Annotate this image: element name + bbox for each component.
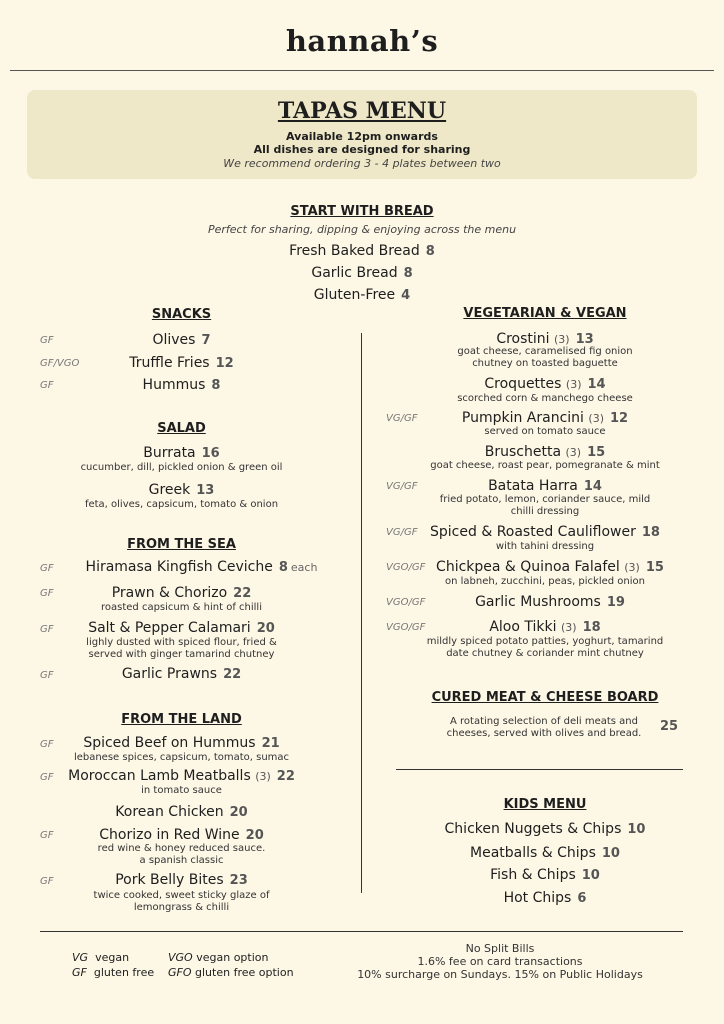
dietary-tag: GF — [40, 772, 54, 783]
item-description: in tomato sauce — [141, 785, 222, 796]
menu-title: TAPAS MENU — [277, 98, 447, 124]
item-price: 23 — [229, 873, 248, 888]
item-description: lebanese spices, capsicum, tomato, sumac — [73, 752, 290, 763]
item-description: twice cooked, sweet sticky glaze of — [93, 890, 270, 901]
item-name: Pumpkin Arancini — [461, 410, 584, 426]
legend-key: GF — [72, 966, 87, 979]
bread-note: Perfect for sharing, dipping & enjoying across the menu — [207, 223, 517, 236]
menu-item — [405, 331, 685, 347]
item-name: Chickpea & Quinoa Falafel — [436, 559, 620, 575]
footer-note: No Split Bills — [465, 942, 535, 955]
item-description: feta, olives, capsicum, tomato & onion — [84, 499, 279, 510]
item-name: Hot Chips — [503, 890, 572, 906]
menu-item — [40, 585, 323, 601]
item-name: Pork Belly Bites — [115, 872, 224, 888]
item-price: 10 — [581, 868, 600, 883]
item-name: Fresh Baked Bread — [289, 243, 420, 259]
item-name: Burrata — [143, 445, 196, 461]
menu-item — [40, 332, 323, 348]
item-name: Gluten-Free — [313, 287, 396, 303]
item-description: red wine & honey reduced sauce. — [97, 843, 266, 854]
item-name: Chorizo in Red Wine — [99, 827, 240, 843]
item-description: chutney on toasted baguette — [472, 358, 618, 369]
dietary-tag: VG/GF — [386, 481, 418, 492]
menu-item — [405, 821, 685, 837]
item-price: 20 — [245, 828, 264, 843]
menu-item — [405, 524, 685, 540]
item-price: 13 — [196, 483, 215, 498]
item-name: Crostini — [496, 331, 550, 347]
item-name: Hiramasa Kingfish Ceviche — [85, 559, 273, 575]
board-description: A rotating selection of deli meats and — [450, 716, 638, 727]
menu-item — [405, 619, 685, 635]
item-price: 19 — [606, 595, 625, 610]
item-name: Salt & Pepper Calamari — [88, 620, 251, 636]
item-price: 12 — [610, 411, 629, 426]
section-title-vegetarian: VEGETARIAN & VEGAN — [463, 306, 627, 321]
item-price: 20 — [256, 621, 275, 636]
item-description: lemongrass & chilli — [133, 902, 230, 913]
item-unit: each — [290, 561, 318, 574]
column-divider — [361, 333, 362, 893]
item-price: 15 — [645, 560, 664, 575]
menu-item — [40, 768, 323, 784]
legend-key: VGO — [168, 951, 193, 964]
menu-item — [40, 804, 323, 820]
item-description: roasted capsicum & hint of chilli — [101, 602, 262, 613]
item-description: fried potato, lemon, coriander sauce, mild — [439, 494, 651, 505]
menu-item — [405, 478, 685, 494]
dietary-tag: GF — [40, 588, 54, 599]
item-price: 8 — [211, 378, 221, 393]
item-description: served with ginger tamarind chutney — [88, 649, 275, 660]
item-name: Olives — [152, 332, 196, 348]
item-name: Moroccan Lamb Meatballs — [68, 768, 251, 784]
menu-item — [40, 377, 323, 393]
item-price: 22 — [233, 586, 252, 601]
item-quantity: (3) — [624, 561, 640, 574]
item-description: with tahini dressing — [495, 541, 595, 552]
legend-key: GFO — [168, 966, 192, 979]
section-title-board: CURED MEAT & CHEESE BOARD — [431, 690, 659, 705]
dietary-tag: GF — [40, 563, 54, 574]
section-title-salad: SALAD — [157, 421, 206, 436]
banner-sharing: All dishes are designed for sharing — [253, 143, 471, 156]
menu-item — [212, 243, 512, 259]
item-price: 22 — [276, 769, 295, 784]
menu-item — [212, 287, 512, 303]
menu-item — [405, 594, 695, 610]
menu-item — [212, 265, 512, 281]
section-title-snacks: SNACKS — [151, 307, 212, 322]
item-description: mildly spiced potato patties, yoghurt, tamarind — [426, 636, 664, 647]
item-name: Truffle Fries — [129, 355, 210, 371]
legend-key: VG — [72, 951, 89, 964]
item-description: goat cheese, roast pear, pomegranate & mint — [430, 460, 660, 471]
section-title-kids: KIDS MENU — [503, 797, 587, 812]
dietary-tag: VGO/GF — [386, 597, 426, 608]
menu-item — [60, 559, 343, 575]
item-description: cucumber, dill, pickled onion & green oil — [80, 462, 283, 473]
menu-item — [40, 666, 323, 682]
menu-item — [405, 890, 685, 906]
section-title-land: FROM THE LAND — [121, 712, 242, 727]
menu-item — [40, 445, 323, 461]
dietary-tag: GF — [40, 739, 54, 750]
menu-item — [405, 376, 685, 392]
item-name: Hummus — [142, 377, 206, 393]
dietary-tag: GF — [40, 624, 54, 635]
menu-item — [405, 559, 695, 575]
item-name: Garlic Prawns — [121, 666, 218, 682]
legend-text: gluten free — [93, 966, 155, 979]
item-quantity: (3) — [565, 378, 582, 391]
item-price: 18 — [641, 525, 660, 540]
item-price: 21 — [261, 736, 280, 751]
menu-item — [40, 620, 323, 636]
item-name: Batata Harra — [488, 478, 578, 494]
item-name: Greek — [148, 482, 191, 498]
menu-item — [405, 845, 685, 861]
dietary-tag: GF — [40, 830, 54, 841]
item-price: 18 — [582, 620, 601, 635]
item-price: 22 — [223, 667, 242, 682]
legend-text: vegan — [95, 951, 130, 964]
item-price: 15 — [587, 445, 606, 460]
restaurant-logo: hannah’s — [285, 24, 439, 58]
legend-text: vegan option — [196, 951, 269, 964]
legend-text: gluten free option — [195, 966, 294, 979]
menu-item — [405, 867, 685, 883]
kids-divider — [396, 769, 683, 770]
section-title-bread: START WITH BREAD — [290, 204, 434, 219]
item-quantity: (3) — [560, 621, 577, 634]
menu-item — [40, 735, 323, 751]
item-description: chilli dressing — [510, 506, 580, 517]
item-price: 16 — [201, 446, 220, 461]
item-description: served on tomato sauce — [484, 426, 606, 437]
item-name: Prawn & Chorizo — [111, 585, 228, 601]
menu-item — [40, 827, 323, 843]
menu-item — [40, 872, 323, 888]
item-price: 20 — [229, 805, 248, 820]
item-quantity: (3) — [554, 333, 570, 346]
dietary-tag: VGO/GF — [386, 562, 426, 573]
item-description: date chutney & coriander mint chutney — [446, 648, 644, 659]
dietary-tag: GF/VGO — [40, 358, 80, 369]
item-quantity: (3) — [588, 412, 604, 425]
footer-note: 10% surcharge on Sundays. 15% on Public Holidays — [357, 968, 643, 981]
item-description: goat cheese, caramelised fig onion — [457, 346, 633, 357]
item-quantity: (3) — [565, 446, 582, 459]
item-price: 14 — [587, 377, 606, 392]
item-name: Garlic Bread — [311, 265, 398, 281]
item-name: Spiced Beef on Hummus — [83, 735, 256, 751]
item-price: 10 — [627, 822, 646, 837]
item-price: 8 — [278, 560, 288, 575]
item-description: on labneh, zucchini, peas, pickled onion — [444, 576, 645, 587]
item-description: scorched corn & manchego cheese — [457, 393, 633, 404]
dietary-tag: VG/GF — [386, 413, 418, 424]
dietary-tag: VG/GF — [386, 527, 418, 538]
banner-availability: Available 12pm onwards — [286, 130, 438, 143]
item-name: Meatballs & Chips — [470, 845, 596, 861]
item-description: lighly dusted with spiced flour, fried & — [86, 637, 277, 648]
legend-vgo — [168, 951, 268, 964]
menu-item — [405, 410, 685, 426]
legend-gf — [72, 966, 154, 979]
item-price: 6 — [577, 891, 587, 906]
item-name: Korean Chicken — [115, 804, 224, 820]
item-price: 10 — [601, 846, 620, 861]
item-price: 7 — [201, 333, 211, 348]
board-price: 25 — [660, 719, 679, 734]
item-name: Aloo Tikki — [489, 619, 557, 635]
item-name: Croquettes — [484, 376, 562, 392]
board-description: cheeses, served with olives and bread. — [446, 728, 642, 739]
item-price: 13 — [575, 332, 594, 347]
footer-divider — [40, 931, 683, 932]
item-price: 14 — [583, 479, 602, 494]
item-name: Fish & Chips — [490, 867, 576, 883]
item-price: 4 — [401, 288, 411, 303]
dietary-tag: VGO/GF — [386, 622, 426, 633]
menu-item — [40, 482, 323, 498]
banner-recommendation: We recommend ordering 3 - 4 plates between two — [223, 157, 501, 170]
dietary-tag: GF — [40, 380, 54, 391]
item-price: 12 — [215, 356, 234, 371]
item-name: Chicken Nuggets & Chips — [444, 821, 622, 837]
dietary-tag: GF — [40, 876, 54, 887]
item-quantity: (3) — [255, 770, 271, 783]
item-price: 8 — [425, 244, 435, 259]
dietary-tag: GF — [40, 670, 54, 681]
footer-note: 1.6% fee on card transactions — [417, 955, 583, 968]
section-title-sea: FROM THE SEA — [127, 537, 236, 552]
legend-vg — [72, 951, 129, 964]
item-name: Spiced & Roasted Cauliflower — [430, 524, 636, 540]
menu-item — [405, 444, 685, 460]
item-name: Bruschetta — [484, 444, 562, 460]
header-divider — [10, 70, 714, 71]
legend-gfo — [168, 966, 294, 979]
item-name: Garlic Mushrooms — [475, 594, 601, 610]
item-description: a spanish classic — [139, 855, 224, 866]
dietary-tag: GF — [40, 335, 54, 346]
menu-item — [40, 355, 323, 371]
item-price: 8 — [403, 266, 413, 281]
